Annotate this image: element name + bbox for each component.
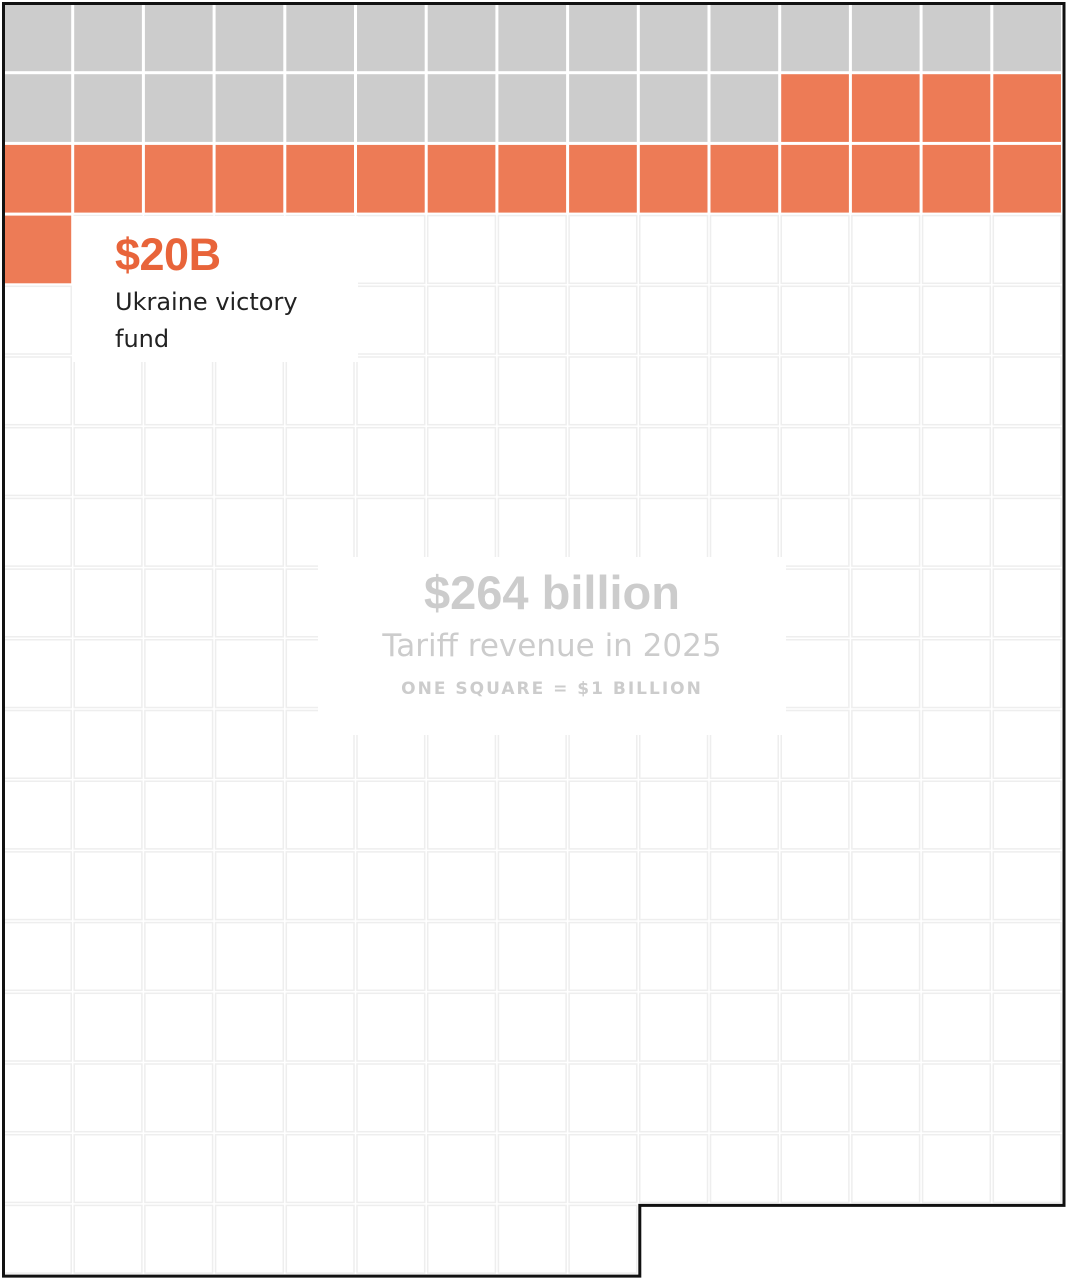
ukraine-fund-cell: [145, 145, 213, 213]
empty-cell: [781, 216, 849, 284]
empty-cell: [569, 1064, 637, 1132]
empty-cell: [498, 852, 566, 920]
grey-cell: [145, 74, 213, 142]
empty-cell: [74, 852, 142, 920]
empty-cell: [357, 286, 425, 354]
ukraine-fund-cell: [923, 145, 991, 213]
grey-cell: [569, 74, 637, 142]
empty-cell: [852, 569, 920, 637]
empty-cell: [993, 1064, 1061, 1132]
empty-cell: [993, 640, 1061, 708]
total-label: [318, 557, 786, 735]
empty-cell: [357, 781, 425, 849]
empty-cell: [993, 216, 1061, 284]
empty-cell: [569, 781, 637, 849]
empty-cell: [145, 781, 213, 849]
empty-cell: [498, 1205, 566, 1273]
empty-cell: [781, 569, 849, 637]
grey-cell: [428, 4, 496, 72]
total-value: $264 billion: [424, 566, 680, 619]
empty-cell: [498, 1135, 566, 1203]
empty-cell: [993, 993, 1061, 1061]
ukraine-fund-cell: [357, 145, 425, 213]
empty-cell: [640, 1135, 708, 1203]
empty-cell: [428, 428, 496, 496]
empty-cell: [216, 569, 284, 637]
empty-cell: [923, 781, 991, 849]
empty-cell: [4, 1205, 72, 1273]
empty-cell: [993, 852, 1061, 920]
grey-cell: [286, 74, 354, 142]
grey-cell: [711, 74, 779, 142]
empty-cell: [145, 498, 213, 566]
ukraine-fund-cell: [852, 145, 920, 213]
empty-cell: [145, 1064, 213, 1132]
grey-cell: [74, 74, 142, 142]
empty-cell: [569, 498, 637, 566]
total-caption: Tariff revenue in 2025: [382, 628, 722, 664]
empty-cell: [852, 993, 920, 1061]
empty-cell: [145, 640, 213, 708]
empty-cell: [286, 1135, 354, 1203]
ukraine-fund-cell: [428, 145, 496, 213]
grey-cell: [286, 4, 354, 72]
empty-cell: [781, 923, 849, 991]
empty-cell: [428, 1135, 496, 1203]
empty-cell: [852, 428, 920, 496]
empty-cell: [993, 781, 1061, 849]
empty-cell: [74, 498, 142, 566]
empty-cell: [923, 852, 991, 920]
empty-cell: [145, 428, 213, 496]
empty-cell: [781, 781, 849, 849]
grey-cell: [993, 4, 1061, 72]
empty-cell: [145, 852, 213, 920]
empty-cell: [498, 993, 566, 1061]
ukraine-fund-cell: [711, 145, 779, 213]
empty-cell: [569, 286, 637, 354]
empty-cell: [216, 640, 284, 708]
empty-cell: [4, 711, 72, 779]
empty-cell: [286, 428, 354, 496]
empty-cell: [993, 498, 1061, 566]
empty-cell: [216, 357, 284, 425]
empty-cell: [145, 993, 213, 1061]
empty-cell: [640, 923, 708, 991]
empty-cell: [993, 428, 1061, 496]
empty-cell: [286, 993, 354, 1061]
empty-cell: [74, 428, 142, 496]
grey-cell: [4, 4, 72, 72]
empty-cell: [711, 781, 779, 849]
empty-cell: [357, 852, 425, 920]
empty-cell: [711, 923, 779, 991]
ukraine-fund-cell: [498, 145, 566, 213]
empty-cell: [4, 640, 72, 708]
grey-cell: [216, 74, 284, 142]
empty-cell: [357, 923, 425, 991]
ukraine-fund-cell: [4, 145, 72, 213]
empty-cell: [993, 711, 1061, 779]
empty-cell: [640, 781, 708, 849]
empty-cell: [4, 286, 72, 354]
grey-cell: [781, 4, 849, 72]
empty-cell: [711, 1135, 779, 1203]
empty-cell: [923, 216, 991, 284]
empty-cell: [428, 1064, 496, 1132]
grey-cell: [216, 4, 284, 72]
empty-cell: [74, 357, 142, 425]
empty-cell: [74, 1205, 142, 1273]
empty-cell: [711, 852, 779, 920]
empty-cell: [711, 498, 779, 566]
empty-cell: [569, 428, 637, 496]
ukraine-fund-cell: [640, 145, 708, 213]
empty-cell: [781, 640, 849, 708]
empty-cell: [286, 852, 354, 920]
empty-cell: [923, 286, 991, 354]
empty-cell: [216, 993, 284, 1061]
empty-cell: [145, 1135, 213, 1203]
grey-cell: [4, 74, 72, 142]
empty-cell: [428, 781, 496, 849]
ukraine-fund-cell: [993, 74, 1061, 142]
empty-cell: [852, 640, 920, 708]
empty-cell: [852, 852, 920, 920]
empty-cell: [852, 1064, 920, 1132]
empty-cell: [74, 711, 142, 779]
empty-cell: [569, 216, 637, 284]
grey-cell: [498, 74, 566, 142]
empty-cell: [923, 357, 991, 425]
grey-cell: [923, 4, 991, 72]
empty-cell: [286, 498, 354, 566]
empty-cell: [640, 993, 708, 1061]
empty-cell: [4, 498, 72, 566]
highlight-value: $20B: [115, 229, 221, 280]
empty-cell: [216, 852, 284, 920]
empty-cell: [286, 357, 354, 425]
empty-cell: [4, 357, 72, 425]
empty-cell: [145, 357, 213, 425]
empty-cell: [993, 569, 1061, 637]
empty-cell: [428, 993, 496, 1061]
empty-cell: [286, 1205, 354, 1273]
empty-cell: [498, 286, 566, 354]
empty-cell: [216, 781, 284, 849]
ukraine-fund-cell: [216, 145, 284, 213]
empty-cell: [569, 1135, 637, 1203]
ukraine-fund-cell: [569, 145, 637, 213]
empty-cell: [74, 993, 142, 1061]
empty-cell: [781, 1064, 849, 1132]
empty-cell: [357, 993, 425, 1061]
empty-cell: [640, 498, 708, 566]
grey-cell: [569, 4, 637, 72]
empty-cell: [357, 1135, 425, 1203]
empty-cell: [640, 216, 708, 284]
empty-cell: [711, 1064, 779, 1132]
empty-cell: [357, 498, 425, 566]
empty-cell: [711, 357, 779, 425]
empty-cell: [852, 286, 920, 354]
ukraine-fund-cell: [993, 145, 1061, 213]
empty-cell: [498, 428, 566, 496]
empty-cell: [74, 640, 142, 708]
grey-cell: [357, 74, 425, 142]
grey-cell: [498, 4, 566, 72]
empty-cell: [640, 1064, 708, 1132]
empty-cell: [781, 852, 849, 920]
empty-cell: [428, 357, 496, 425]
empty-cell: [852, 711, 920, 779]
empty-cell: [428, 498, 496, 566]
empty-cell: [286, 781, 354, 849]
empty-cell: [852, 216, 920, 284]
empty-cell: [216, 498, 284, 566]
empty-cell: [993, 1135, 1061, 1203]
highlight-label: [72, 216, 358, 362]
empty-cell: [923, 923, 991, 991]
empty-cell: [357, 357, 425, 425]
empty-cell: [357, 1064, 425, 1132]
empty-cell: [640, 286, 708, 354]
empty-cell: [74, 1135, 142, 1203]
empty-cell: [216, 923, 284, 991]
empty-cell: [357, 216, 425, 284]
empty-cell: [498, 357, 566, 425]
empty-cell: [923, 711, 991, 779]
empty-cell: [428, 1205, 496, 1273]
empty-cell: [852, 357, 920, 425]
empty-cell: [569, 993, 637, 1061]
empty-cell: [498, 498, 566, 566]
empty-cell: [923, 640, 991, 708]
empty-cell: [993, 357, 1061, 425]
empty-cell: [993, 923, 1061, 991]
empty-cell: [145, 711, 213, 779]
empty-cell: [852, 923, 920, 991]
empty-cell: [923, 498, 991, 566]
empty-cell: [781, 1135, 849, 1203]
empty-cell: [216, 1205, 284, 1273]
ukraine-fund-cell: [286, 145, 354, 213]
empty-cell: [145, 923, 213, 991]
grey-cell: [74, 4, 142, 72]
empty-cell: [781, 711, 849, 779]
empty-cell: [569, 1205, 637, 1273]
empty-cell: [428, 286, 496, 354]
empty-cell: [216, 711, 284, 779]
empty-cell: [781, 498, 849, 566]
empty-cell: [852, 498, 920, 566]
empty-cell: [4, 1135, 72, 1203]
empty-cell: [569, 923, 637, 991]
empty-cell: [923, 993, 991, 1061]
empty-cell: [711, 286, 779, 354]
empty-cell: [286, 1064, 354, 1132]
grey-cell: [711, 4, 779, 72]
empty-cell: [145, 569, 213, 637]
empty-cell: [216, 1064, 284, 1132]
empty-cell: [640, 357, 708, 425]
empty-cell: [4, 781, 72, 849]
empty-cell: [781, 286, 849, 354]
empty-cell: [498, 216, 566, 284]
empty-cell: [569, 852, 637, 920]
empty-cell: [4, 428, 72, 496]
empty-cell: [498, 1064, 566, 1132]
empty-cell: [4, 569, 72, 637]
empty-cell: [640, 428, 708, 496]
empty-cell: [498, 923, 566, 991]
grey-cell: [428, 74, 496, 142]
empty-cell: [428, 216, 496, 284]
grey-cell: [145, 4, 213, 72]
empty-cell: [428, 923, 496, 991]
empty-cell: [923, 428, 991, 496]
ukraine-fund-cell: [781, 145, 849, 213]
empty-cell: [711, 993, 779, 1061]
empty-cell: [357, 1205, 425, 1273]
ukraine-fund-cell: [781, 74, 849, 142]
empty-cell: [74, 569, 142, 637]
grey-cell: [640, 74, 708, 142]
empty-cell: [216, 1135, 284, 1203]
empty-cell: [711, 216, 779, 284]
empty-cell: [923, 1135, 991, 1203]
empty-cell: [569, 357, 637, 425]
empty-cell: [923, 569, 991, 637]
empty-cell: [498, 781, 566, 849]
ukraine-fund-cell: [852, 74, 920, 142]
empty-cell: [781, 357, 849, 425]
scale-note: ONE SQUARE = $1 BILLION: [401, 679, 703, 699]
empty-cell: [4, 923, 72, 991]
empty-cell: [357, 428, 425, 496]
grey-cell: [357, 4, 425, 72]
grey-cell: [640, 4, 708, 72]
empty-cell: [852, 781, 920, 849]
empty-cell: [640, 852, 708, 920]
empty-cell: [852, 1135, 920, 1203]
ukraine-fund-cell: [923, 74, 991, 142]
empty-cell: [145, 1205, 213, 1273]
empty-cell: [781, 428, 849, 496]
empty-cell: [781, 993, 849, 1061]
empty-cell: [74, 1064, 142, 1132]
empty-cell: [74, 781, 142, 849]
empty-cell: [4, 852, 72, 920]
highlight-caption: Ukraine victory fund: [115, 288, 298, 353]
empty-cell: [286, 923, 354, 991]
ukraine-fund-cell: [4, 216, 72, 284]
empty-cell: [216, 428, 284, 496]
empty-cell: [993, 286, 1061, 354]
empty-cell: [4, 993, 72, 1061]
empty-cell: [74, 923, 142, 991]
ukraine-fund-cell: [74, 145, 142, 213]
empty-cell: [4, 1064, 72, 1132]
grey-cell: [852, 4, 920, 72]
empty-cell: [923, 1064, 991, 1132]
empty-cell: [428, 852, 496, 920]
empty-cell: [711, 428, 779, 496]
